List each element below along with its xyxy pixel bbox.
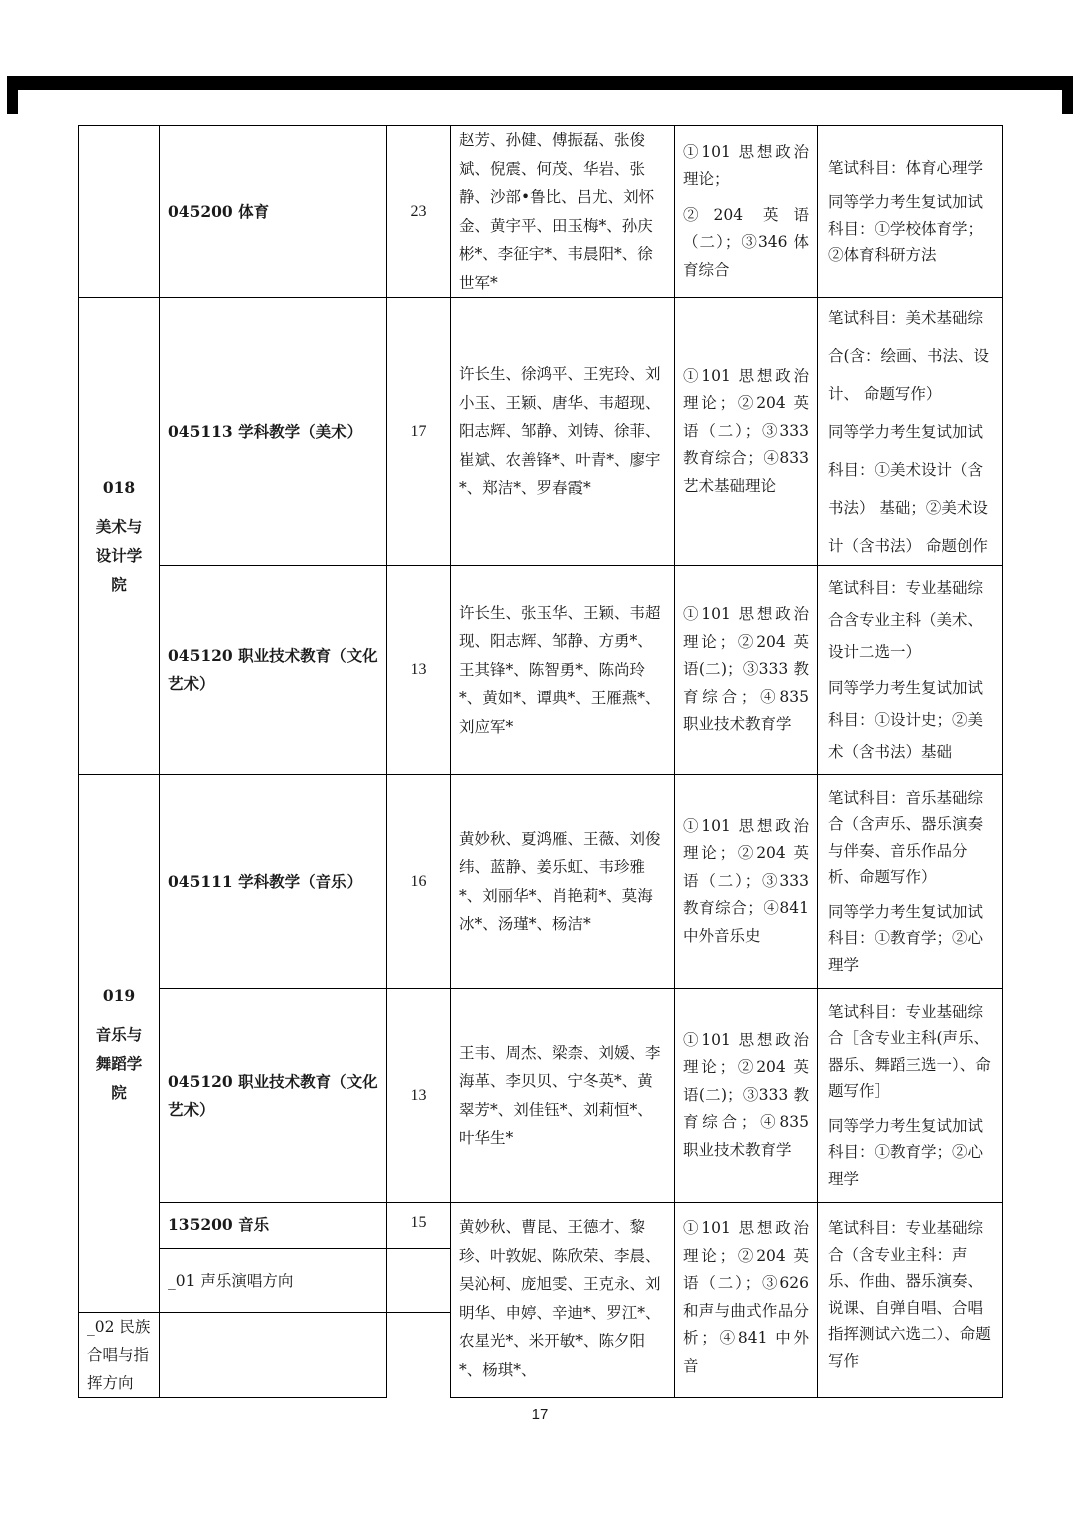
tutor-list: 许长生、徐鸿平、王宪玲、刘小玉、王颖、唐华、韦超现、阳志辉、邹静、刘铸、徐菲、崔斌、农善锋*、叶青*、廖宇*、郑洁*、罗春霞* [451,298,675,566]
equivalent-extra-subject: 同等学力考生复试加试科目：①学校体育学；②体育科研方法 [828,193,984,264]
major-cell: 045200 体育 [160,126,387,298]
header-rule [7,76,1073,90]
enrollment-count: 13 [387,566,451,775]
tutor-list: 黄妙秋、曹昆、王德才、黎珍、叶敦妮、陈欣荣、李晨、吴沁柯、庞旭雯、王克永、刘明华、申婷、辛迪*、罗江*、农星光*、米开敏*、陈夕阳*、杨琪*、 [451,1203,675,1398]
exam-subjects: ①101 思想政治理论；②204 英语(二)；③333 教育综合；④835 职业技术教育学 [675,989,818,1203]
college-name-line: 院 [111,1082,127,1102]
tutor-list: 赵芳、孙健、傅振磊、张俊斌、倪震、何茂、华岩、张静、沙部•鲁比、吕尤、刘怀金、黄宇平、田玉梅*、孙庆彬*、李征宇*、韦晨阳*、徐世军* [451,126,675,298]
retest-subjects [818,989,1003,1203]
table-row [79,775,1003,989]
enrollment-count: 13 [387,989,451,1203]
college-name-line: 美术与 [95,517,143,536]
direction-cell: _02 民族合唱与指挥方向 [79,1313,160,1398]
college-name-line: 院 [111,575,127,594]
retest-subjects [818,298,1003,566]
table-row [79,1203,1003,1249]
college-code: 019 [102,985,136,1005]
college-cell-empty [79,126,160,298]
college-name-line: 音乐与 [95,1024,143,1044]
header-rule-right-tick [1062,76,1073,114]
written-subject: 笔试科目：音乐基础综合（含声乐、器乐演奏与伴奏、音乐作品分析、命题写作） [828,788,984,887]
tutor-list: 黄妙秋、夏鸿雁、王薇、刘俊纬、蓝静、姜乐虹、韦珍雅*、刘丽华*、肖艳莉*、莫海冰*、汤瑾*、杨洁* [451,775,675,989]
retest-subjects [818,775,1003,989]
table-row [79,298,1003,566]
retest-subjects [818,566,1003,775]
direction-cell: _01 声乐演唱方向 [160,1249,387,1313]
exam-line: ①101 思想政治理论； [683,142,809,189]
major-cell: 045120 职业技术教育（文化艺术） [160,989,387,1203]
enrollment-table [78,125,1003,1398]
table-row [79,566,1003,775]
exam-subjects [675,126,818,298]
table-row [79,989,1003,1203]
equivalent-extra-subject: 同等学力考生复试加试科目：①教育学；②心理学 [828,1116,984,1188]
exam-subjects: ①101 思想政治理论；②204 英语（二）；③333 教育综合；④841 中外音乐史 [675,775,818,989]
exam-line: ②204 英语（二）；③346 体育综合 [683,205,809,279]
header-rule-left-tick [7,76,18,114]
equivalent-extra-subject: 同等学力考生复试加试科目：①美术设计（含书法） 基础；②美术设计（含书法） 命题创作 [828,422,988,555]
empty-count-cell [160,1313,387,1398]
enrollment-count: 23 [387,126,451,298]
tutor-list: 许长生、张玉华、王颖、韦超现、阳志辉、邹静、方勇*、王其锋*、陈智勇*、陈尚玲*、黄如*、谭典*、王雁燕*、刘应军* [451,566,675,775]
major-cell: 045111 学科教学（音乐） [160,775,387,989]
major-cell: 135200 音乐 [160,1203,387,1249]
college-name-line: 舞蹈学 [95,1053,143,1073]
written-subject: 笔试科目：体育心理学 [828,158,984,177]
enrollment-count: 15 [387,1203,451,1249]
exam-subjects: ①101 思想政治理论；②204 英语（二）；③626 和声与曲式作品分析；④841 中外音 [675,1203,818,1398]
empty-count-cell [387,1249,451,1313]
enrollment-count: 16 [387,775,451,989]
written-subject: 笔试科目：美术基础综合(含：绘画、书法、设计、 命题写作） [828,308,990,403]
written-subject: 笔试科目：专业基础综合含专业主科（美术、设计二选一） [828,579,984,661]
exam-subjects: ①101 思想政治理论；②204 英语（二）；③333 教育综合；④833 艺术基础理论 [675,298,818,566]
college-cell [79,298,160,775]
retest-subjects: 笔试科目：专业基础综合（含专业主科：声乐、作曲、器乐演奏、说课、自弹自唱、合唱指挥测试六选二）、命题写作 [818,1203,1003,1398]
exam-subjects: ①101 思想政治理论；②204 英语(二)；③333 教育综合；④835 职业技术教育学 [675,566,818,775]
college-code: 018 [102,478,136,497]
tutor-list: 王韦、周杰、梁柰、刘媛、李海革、李贝贝、宁冬英*、黄翠芳*、刘佳钰*、刘莉恒*、叶华生* [451,989,675,1203]
enrollment-count: 17 [387,298,451,566]
table-row [79,126,1003,298]
major-cell: 045120 职业技术教育（文化艺术） [160,566,387,775]
written-subject: 笔试科目：专业基础综合［含专业主科(声乐、器乐、舞蹈三选一）、命题写作］ [828,1002,991,1101]
major-cell: 045113 学科教学（美术） [160,298,387,566]
retest-subjects [818,126,1003,298]
college-name-line: 设计学 [95,546,143,565]
equivalent-extra-subject: 同等学力考生复试加试科目：①设计史；②美术（含书法）基础 [828,679,984,761]
page-number: 17 [531,1406,549,1423]
college-cell [79,775,160,1313]
equivalent-extra-subject: 同等学力考生复试加试科目：①教育学；②心理学 [828,902,984,974]
